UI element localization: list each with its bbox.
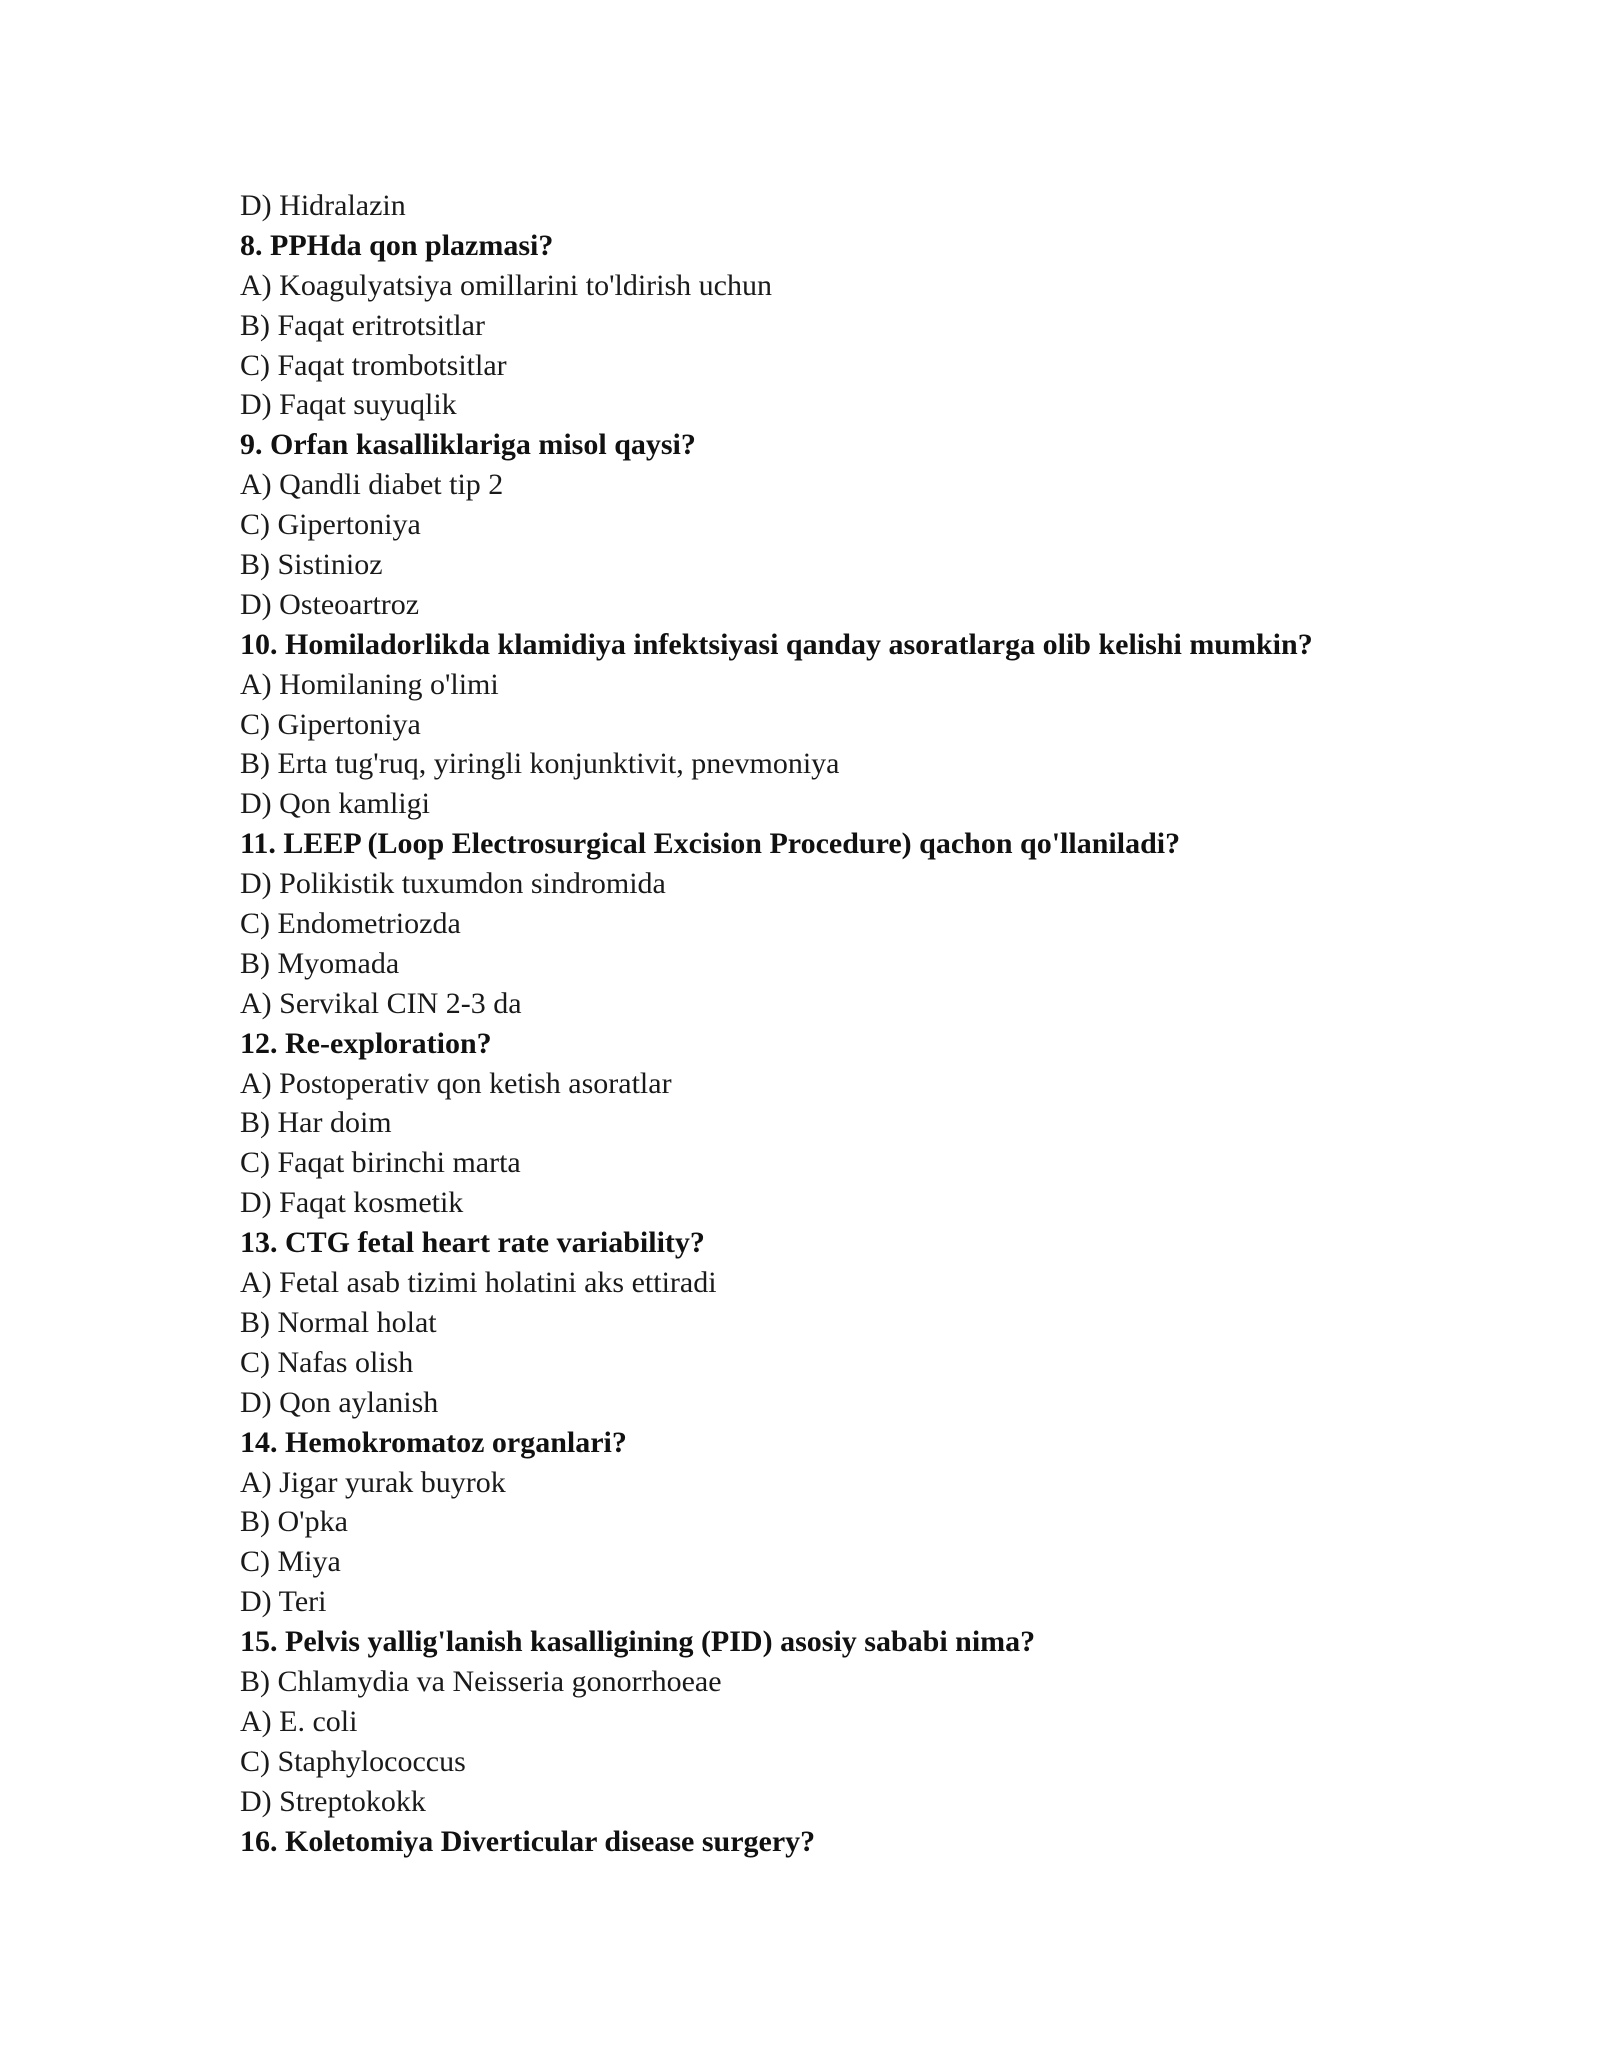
- option-item: A) E. coli: [240, 1704, 358, 1738]
- question-title: 9. Orfan kasalliklariga misol qaysi?: [240, 428, 696, 462]
- option-item: D) Hidralazin: [240, 189, 406, 222]
- option-item: A) Koagulyatsiya omillarini to'ldirish uchun: [240, 268, 772, 302]
- option-item: B) Myomada: [240, 946, 400, 980]
- question-title: 11. LEEP (Loop Electrosurgical Excision Procedure) qachon qo'llaniladi?: [240, 827, 1181, 861]
- question-title: 16. Koletomiya Diverticular disease surgery?: [240, 1824, 816, 1858]
- option-item: B) Erta tug'ruq, yiringli konjunktivit, pnevmoniya: [240, 747, 840, 781]
- option-item: B) O'pka: [240, 1505, 348, 1539]
- question-block: [240, 226, 1440, 425]
- question-block: [240, 625, 1440, 824]
- option-item: B) Chlamydia va Neisseria gonorrhoeae: [240, 1664, 722, 1698]
- option-item: D) Streptokokk: [240, 1784, 426, 1818]
- option-item: C) Gipertoniya: [240, 707, 421, 741]
- option-item: B) Sistinioz: [240, 548, 383, 582]
- question-block: [240, 1622, 1440, 1821]
- option-item: A) Qandli diabet tip 2: [240, 468, 504, 502]
- option-item: A) Fetal asab tizimi holatini aks ettiradi: [240, 1266, 717, 1300]
- option-item: D) Qon kamligi: [240, 787, 430, 821]
- option-item: D) Polikistik tuxumdon sindromida: [240, 867, 666, 901]
- option-item: D) Faqat suyuqlik: [240, 388, 457, 422]
- option-item: C) Endometriozda: [240, 907, 461, 941]
- option-item: B) Normal holat: [240, 1305, 437, 1339]
- question-title: 15. Pelvis yallig'lanish kasalligining (PID) asosiy sababi nima?: [240, 1625, 1036, 1659]
- option-item: C) Miya: [240, 1545, 341, 1579]
- option-item: C) Nafas olish: [240, 1345, 414, 1379]
- question-list: [240, 186, 1440, 1861]
- option-item: A) Servikal CIN 2-3 da: [240, 986, 522, 1020]
- question-block: [240, 824, 1440, 1023]
- question-block: [240, 1423, 1440, 1622]
- option-item: A) Postoperativ qon ketish asoratlar: [240, 1066, 672, 1100]
- question-block: [240, 1024, 1440, 1223]
- question-title: 12. Re-exploration?: [240, 1026, 492, 1060]
- option-item: D) Qon aylanish: [240, 1385, 439, 1419]
- question-block: [240, 425, 1440, 624]
- option-item: A) Jigar yurak buyrok: [240, 1465, 506, 1499]
- question-title: 13. CTG fetal heart rate variability?: [240, 1226, 705, 1260]
- question-title: 10. Homiladorlikda klamidiya infektsiyasi qanday asoratlarga olib kelishi mumkin?: [240, 627, 1313, 661]
- option-item: C) Staphylococcus: [240, 1744, 466, 1778]
- question-block: [240, 1822, 1440, 1862]
- question-title: 8. PPHda qon plazmasi?: [240, 228, 554, 262]
- option-item: D) Osteoartroz: [240, 587, 420, 621]
- option-item: A) Homilaning o'limi: [240, 667, 499, 701]
- option-item: D) Teri: [240, 1585, 327, 1619]
- question-block: [240, 1223, 1440, 1422]
- option-item: B) Har doim: [240, 1106, 392, 1140]
- option-item: B) Faqat eritrotsitlar: [240, 308, 485, 342]
- option-item: D) Faqat kosmetik: [240, 1186, 464, 1220]
- option-item: C) Faqat birinchi marta: [240, 1146, 521, 1180]
- option-item: C) Faqat trombotsitlar: [240, 348, 507, 382]
- question-title: 14. Hemokromatoz organlari?: [240, 1425, 627, 1459]
- option-item: C) Gipertoniya: [240, 508, 421, 542]
